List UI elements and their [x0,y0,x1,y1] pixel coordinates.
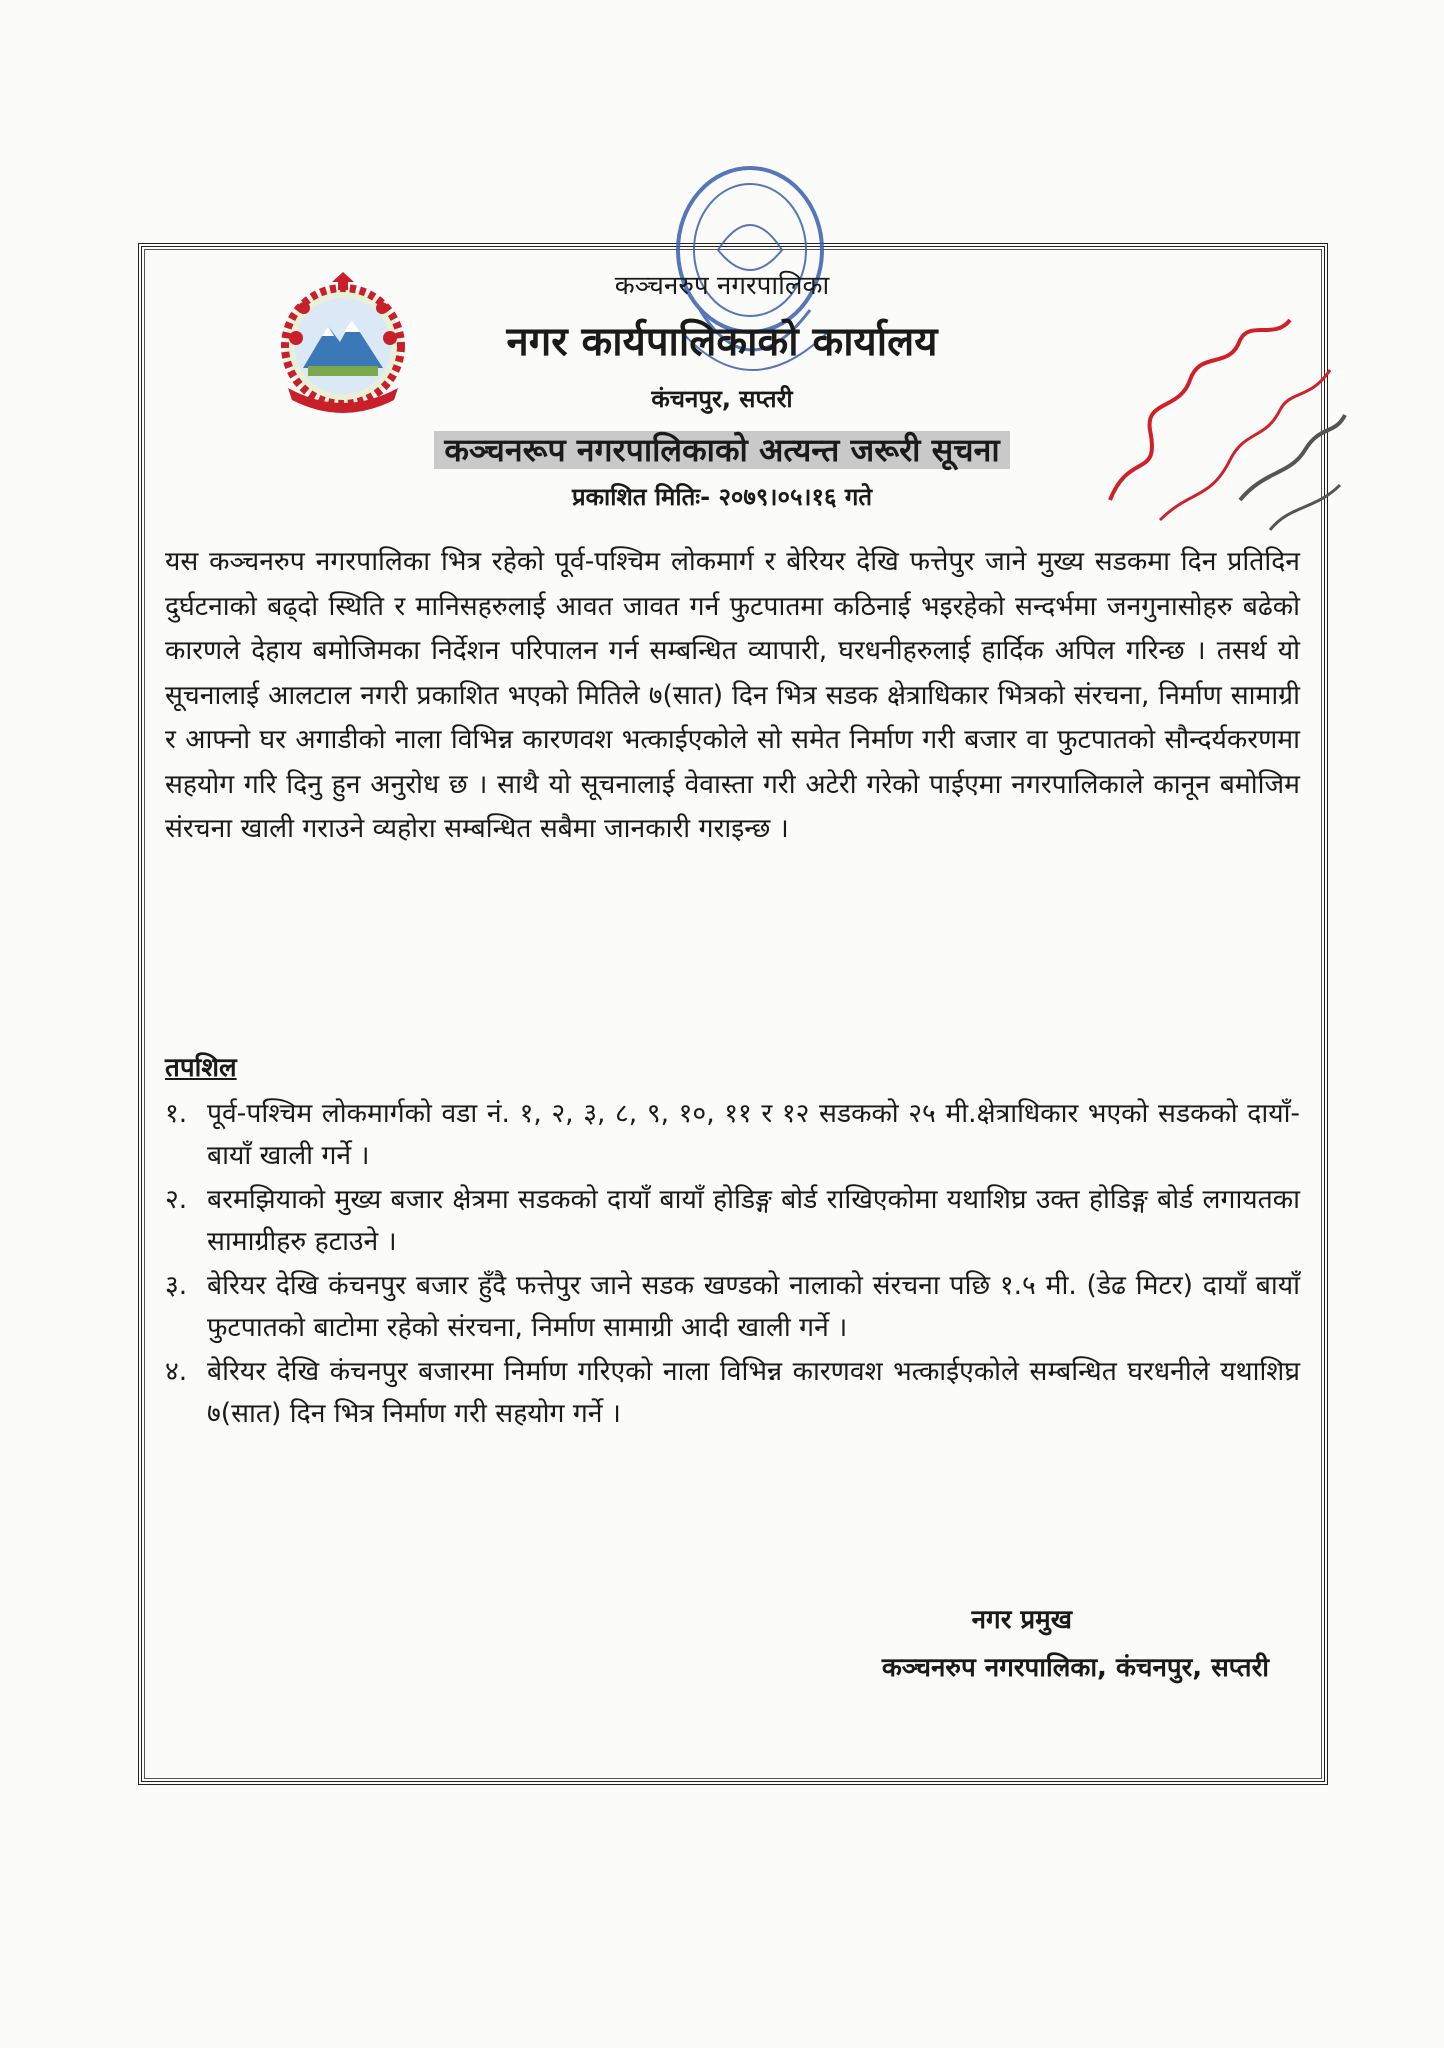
list-item [165,1265,1300,1349]
list-item-number: २. [165,1184,188,1215]
municipality-name: कञ्चनरुप नगरपालिका [614,271,830,301]
list-item-text: पूर्व-पश्चिम लोकमार्गको वडा नं. १, २, ३, ८, ९, १०, ११ र १२ सडकको २५ मी.क्षेत्राधिकार भएको सडकको दायाँ-बायाँ खाली गर्ने । [207,1098,1300,1171]
signatory-title: नगर प्रमुख [971,1605,1072,1635]
list-item-text: बरमझियाको मुख्य बजार क्षेत्रमा सडकको दायाँ बायाँ होडिङ्ग बोर्ड राखिएकोमा यथाशिघ्र उक्त होडिङ्ग बोर्ड लगायतका सामाग्रीहरु हटाउने । [207,1184,1300,1257]
signatory-office: कञ्चनरुप नगरपालिका, कंचनपुर, सप्तरी [881,1653,1269,1683]
details-heading: तपशिल [165,1053,237,1083]
office-title: नगर कार्यपालिकाको कार्यालय [506,319,938,365]
details-list [165,1093,1300,1437]
notice-title-text: कञ्चनरूप नगरपालिकाको अत्यन्त जरूरी सूचना [434,431,1009,469]
list-item [165,1179,1300,1263]
list-item-number: १. [165,1098,188,1129]
list-item-text: बेरियर देखि कंचनपुर बजार हुँदै फत्तेपुर जाने सडक खण्डको नालाको संरचना पछि १.५ मी. (डेढ मिटर) दायाँ बायाँ फुटपातको बाटोमा रहेको संरचना, निर्माण सामाग्री आदी खाली गर्ने । [207,1270,1300,1343]
list-item-number: ४. [165,1356,188,1387]
notice-title [0,428,1444,471]
list-item [165,1351,1300,1435]
notice-body-paragraph: यस कञ्चनरुप नगरपालिका भित्र रहेको पूर्व-पश्चिम लोकमार्ग र बेरियर देखि फत्तेपुर जाने मुख्य सडकमा दिन प्रतिदिन दुर्घटनाको बढ्दो स्थिति र मानिसहरुलाई आवत जावत गर्न फुटपातमा कठिनाई भइरहेको सन्दर्भमा जनगुनासोहरु बढेको कारणले देहाय बमोजिमका निर्देशन परिपालन गर्न सम्बन्धित व्यापारी, घरधनीहरुलाई हार्दिक अपिल गरिन्छ । तसर्थ यो सूचनालाई आलटाल नगरी प्रकाशित भएको मितिले ७(सात) दिन भित्र सडक क्षेत्राधिकार भित्रको संरचना, निर्माण सामाग्री र आफ्नो घर अगाडीको नाला विभिन्न कारणवश भत्काईएकोले सो समेत निर्माण गरी बजार वा फुटपातको सौन्दर्यकरणमा सहयोग गरि दिनु हुन अनुरोध छ । साथै यो सूचनालाई वेवास्ता गरी अटेरी गरेको पाईएमा नगरपालिकाले कानून बमोजिम संरचना खाली गराउने व्यहोरा सम्बन्धित सबैमा जानकारी गराइन्छ । [165,546,1300,844]
list-item [165,1093,1300,1177]
list-item-number: ३. [165,1270,188,1301]
published-date: प्रकाशित मितिः- २०७९।०५।१६ गते [571,483,873,511]
office-location: कंचनपुर, सप्तरी [651,385,793,413]
list-item-text: बेरियर देखि कंचनपुर बजारमा निर्माण गरिएको नाला विभिन्न कारणवश भत्काईएकोले सम्बन्धित घरधनीले यथाशिघ्र ७(सात) दिन भित्र निर्माण गरी सहयोग गर्ने । [207,1356,1300,1429]
